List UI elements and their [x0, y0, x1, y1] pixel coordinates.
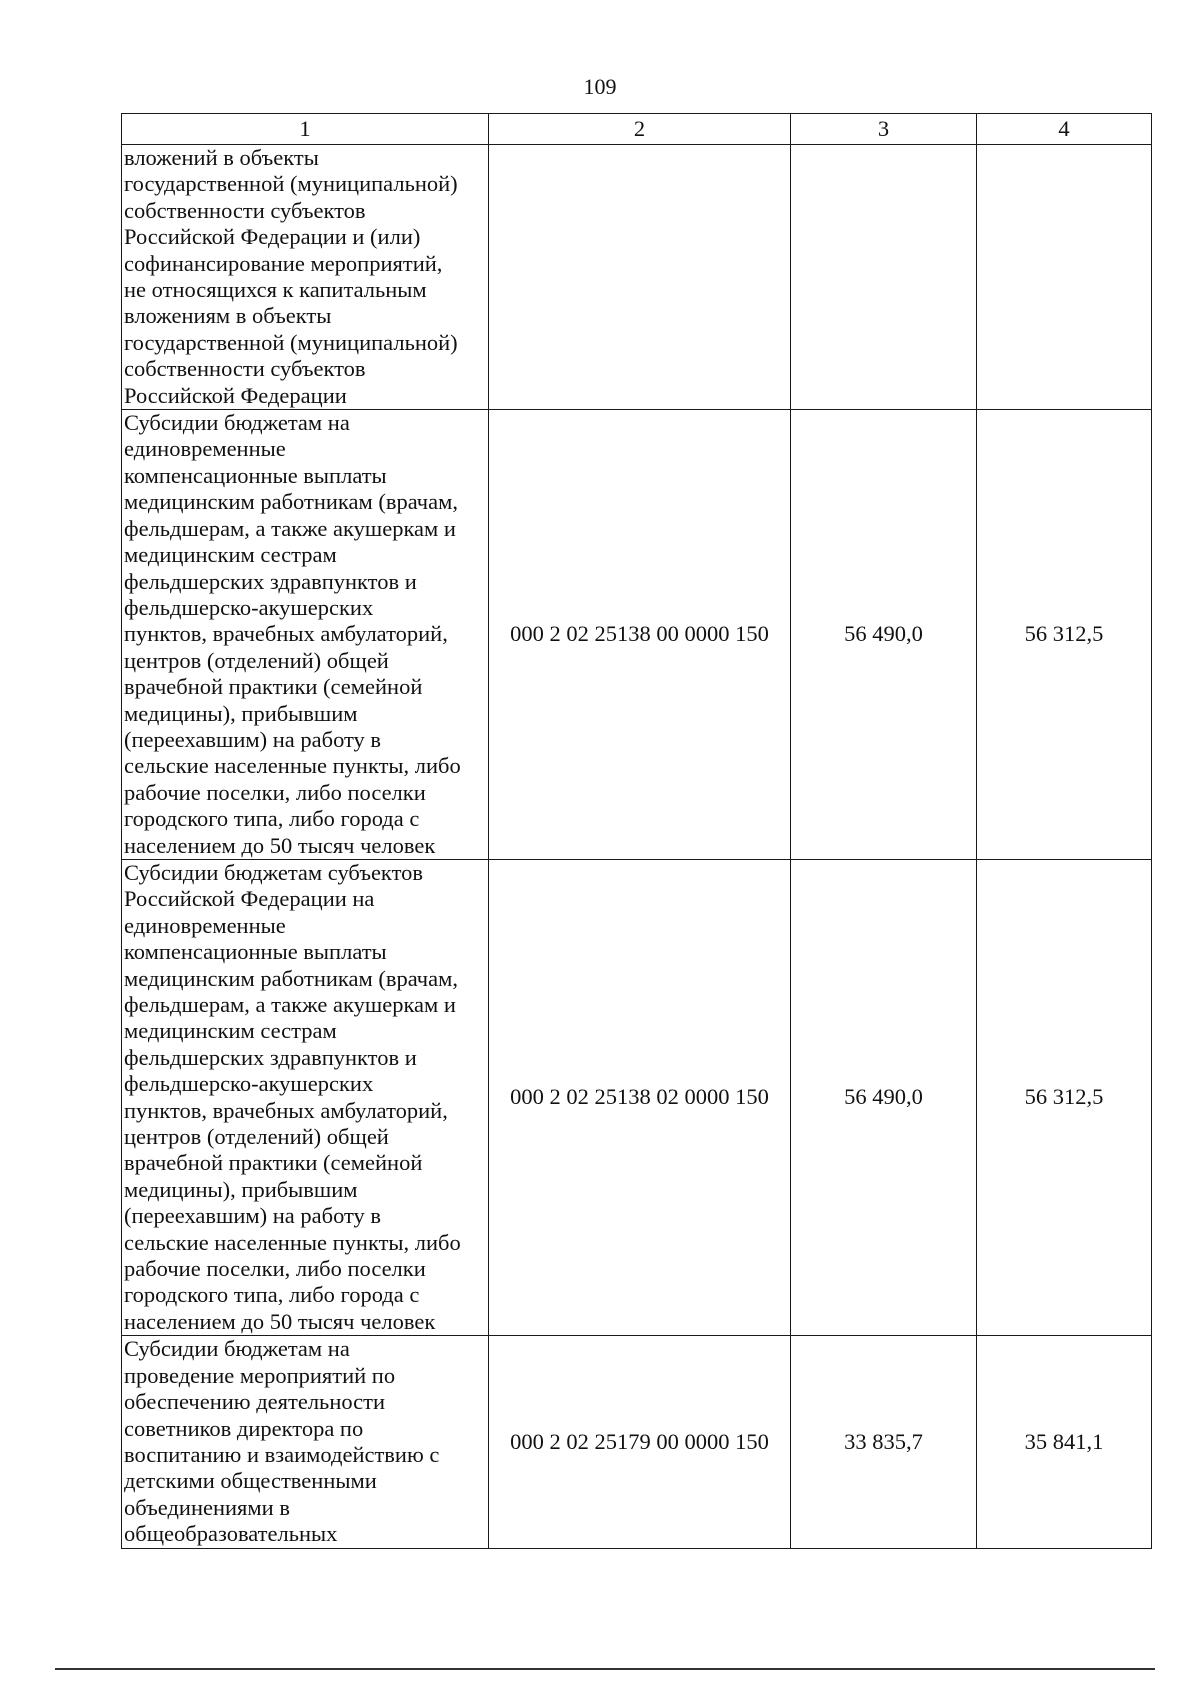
row-name-line: городского типа, либо города с [124, 806, 420, 832]
column-header-4: 4 [977, 114, 1152, 145]
row-code-cell: 000 2 02 25138 00 0000 150 [489, 410, 791, 860]
row-value-4-cell: 56 312,5 [977, 410, 1152, 860]
row-name-line: Российской Федерации на [124, 886, 375, 912]
row-name-line: единовременные [124, 436, 286, 462]
table-row [122, 410, 1152, 860]
row-name-line: компенсационные выплаты [124, 939, 387, 965]
row-name-line: фельдшерских здравпунктов и [124, 568, 417, 594]
row-name-line: (переехавшим) на работу в [124, 1203, 382, 1229]
table-row [122, 1336, 1152, 1548]
row-name-line: городского типа, либо города с [124, 1282, 420, 1308]
row-name-line: пунктов, врачебных амбулаторий, [124, 621, 448, 647]
row-name-line: не относящихся к капитальным [124, 277, 427, 303]
row-value-4-cell: 35 841,1 [977, 1336, 1152, 1548]
row-name-line: медицины), прибывшим [124, 700, 358, 726]
page-number: 109 [583, 74, 617, 99]
row-name-line: вложениям в объекты [124, 303, 332, 329]
row-name-line: Российской Федерации [124, 382, 347, 408]
row-name-line: государственной (муниципальной) [124, 171, 458, 197]
row-name-line: общеобразовательных [124, 1521, 338, 1547]
row-name-line: компенсационные выплаты [124, 462, 387, 488]
row-name-cell [122, 145, 489, 410]
row-name-line: медицинским работникам (врачам, [124, 489, 458, 515]
row-name-line: фельдшерско-акушерских [124, 594, 374, 620]
row-name-cell [122, 859, 489, 1335]
row-code-cell [489, 145, 791, 410]
row-name-line: обеспечению деятельности [124, 1389, 386, 1415]
row-value-3-cell: 33 835,7 [791, 1336, 977, 1548]
row-name-line: государственной (муниципальной) [124, 329, 458, 355]
row-name-line: воспитанию и взаимодействию с [124, 1441, 440, 1467]
row-name-line: советников директора по [124, 1415, 364, 1441]
row-name-line: фельдшерам, а также акушеркам и [124, 515, 456, 541]
row-name-line: фельдшерско-акушерских [124, 1071, 374, 1097]
row-name-line: центров (отделений) общей [124, 1124, 389, 1150]
row-value-4-cell: 56 312,5 [977, 859, 1152, 1335]
row-value-3-cell [791, 145, 977, 410]
row-code-cell: 000 2 02 25179 00 0000 150 [489, 1336, 791, 1548]
table-body [122, 145, 1152, 1549]
row-name-line: собственности субъектов [124, 356, 366, 382]
row-name-line: фельдшерских здравпунктов и [124, 1044, 417, 1070]
row-name-line: врачебной практики (семейной [124, 674, 423, 700]
row-name-line: собственности субъектов [124, 197, 366, 223]
row-name-line: рабочие поселки, либо поселки [124, 1256, 426, 1282]
row-name-line: медицинским сестрам [124, 1018, 337, 1044]
row-name-line: софинансирование мероприятий, [124, 250, 443, 276]
row-name-line: сельские населенные пункты, либо [124, 1229, 461, 1255]
page-bottom-rule [55, 1668, 1155, 1670]
row-name-line: населением до 50 тысяч человек [124, 1308, 436, 1334]
row-value-3-cell: 56 490,0 [791, 410, 977, 860]
row-value-4-cell [977, 145, 1152, 410]
row-value-3-cell: 56 490,0 [791, 859, 977, 1335]
row-name-line: Субсидии бюджетам на [124, 410, 350, 436]
row-name-line: единовременные [124, 912, 286, 938]
row-code-cell: 000 2 02 25138 02 0000 150 [489, 859, 791, 1335]
table-row [122, 145, 1152, 410]
row-name-line: сельские населенные пункты, либо [124, 753, 461, 779]
row-name-line: медицинским сестрам [124, 542, 337, 568]
row-name-line: объединениями в [124, 1494, 290, 1520]
row-name-line: рабочие поселки, либо поселки [124, 779, 426, 805]
row-name-line: проведение мероприятий по [124, 1362, 396, 1388]
table-header-row [122, 114, 1152, 145]
row-name-line: фельдшерам, а также акушеркам и [124, 992, 456, 1017]
table-row [122, 859, 1152, 1335]
budget-table [121, 113, 1152, 1549]
row-name-line: врачебной практики (семейной [124, 1150, 423, 1176]
row-name-line: медицинским работникам (врачам, [124, 965, 458, 991]
column-header-1: 1 [122, 114, 489, 145]
row-name-line: вложений в объекты [124, 145, 319, 170]
row-name-line: детскими общественными [124, 1468, 377, 1494]
row-name-line: Субсидии бюджетам субъектов [124, 859, 423, 885]
column-header-3: 3 [791, 114, 977, 145]
row-name-line: пунктов, врачебных амбулаторий, [124, 1097, 448, 1123]
row-name-line: медицины), прибывшим [124, 1176, 358, 1202]
row-name-line: Российской Федерации и (или) [124, 224, 421, 250]
row-name-line: Субсидии бюджетам на [124, 1336, 350, 1362]
column-header-2: 2 [489, 114, 791, 145]
row-name-cell [122, 1336, 489, 1548]
row-name-cell [122, 410, 489, 860]
row-name-line: населением до 50 тысяч человек [124, 832, 436, 858]
row-name-line: центров (отделений) общей [124, 647, 389, 673]
row-name-line: (переехавшим) на работу в [124, 726, 382, 752]
